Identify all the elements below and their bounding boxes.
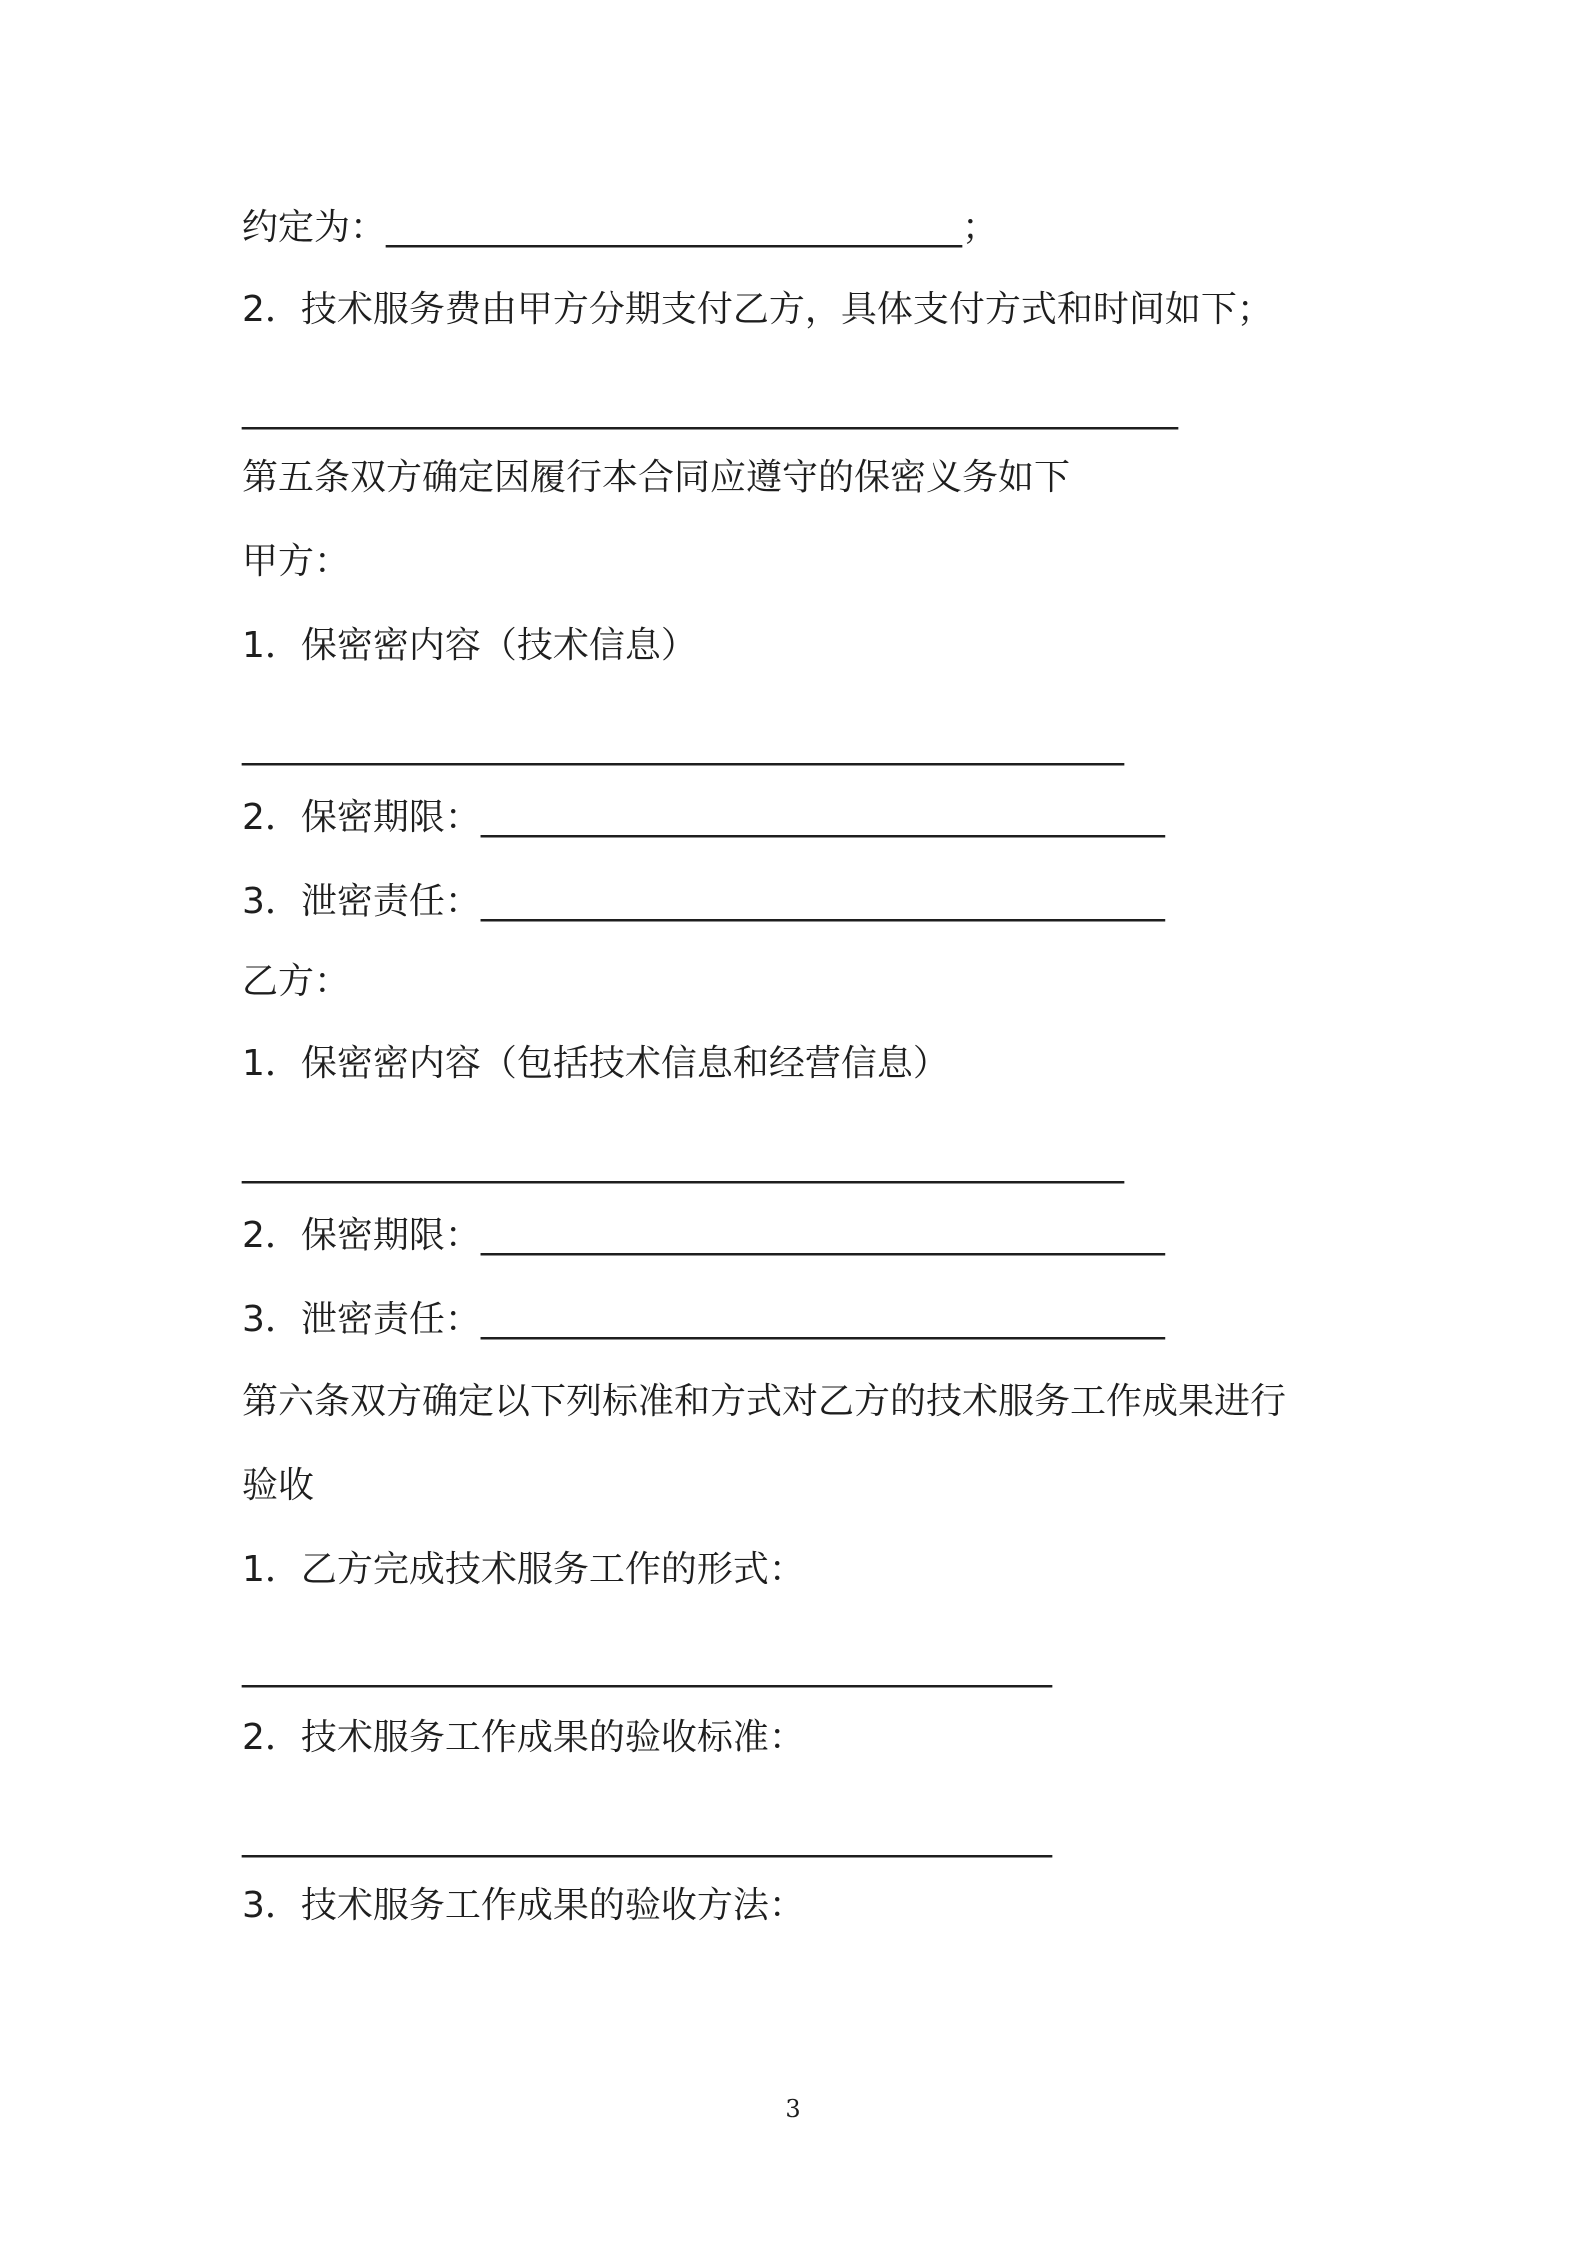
agreed-as-line: 约定为：________________________________； [242, 207, 999, 248]
delivery-form-blank-line: _____________________________________________ [242, 1647, 1052, 1688]
acceptance-standard-blank-line: _____________________________________________ [242, 1817, 1052, 1858]
party-b-confidential-content: 1．保密密内容（包括技术信息和经营信息） [242, 1043, 949, 1084]
party-a-leak-liability: 3．泄密责任：______________________________________ [242, 881, 1165, 922]
party-a-label: 甲方： [242, 541, 351, 582]
party-b-leak-liability: 3．泄密责任：______________________________________ [242, 1299, 1165, 1340]
article-6-heading-continued: 验收 [242, 1465, 315, 1506]
article-6-heading: 第六条双方确定以下列标准和方式对乙方的技术服务工作成果进行 [242, 1381, 1287, 1422]
page-number: 3 [785, 2095, 801, 2123]
payment-blank-line: ____________________________________________________ [242, 389, 1178, 430]
party-b-label: 乙方： [242, 961, 351, 1002]
payment-clause-line: 2．技术服务费由甲方分期支付乙方，具体支付方式和时间如下； [242, 289, 1273, 330]
acceptance-standard-item: 2．技术服务工作成果的验收标准： [242, 1717, 805, 1758]
delivery-form-item: 1．乙方完成技术服务工作的形式： [242, 1549, 805, 1590]
party-a-content-blank-line: _________________________________________________ [242, 725, 1124, 766]
acceptance-method-item: 3．技术服务工作成果的验收方法： [242, 1885, 805, 1926]
party-a-confidential-content: 1．保密密内容（技术信息） [242, 625, 697, 666]
party-b-confidential-period: 2．保密期限：______________________________________ [242, 1215, 1165, 1256]
party-a-confidential-period: 2．保密期限：______________________________________ [242, 797, 1165, 838]
party-b-content-blank-line: _________________________________________________ [242, 1143, 1124, 1184]
article-5-heading: 第五条双方确定因履行本合同应遵守的保密义务如下 [242, 457, 1071, 498]
